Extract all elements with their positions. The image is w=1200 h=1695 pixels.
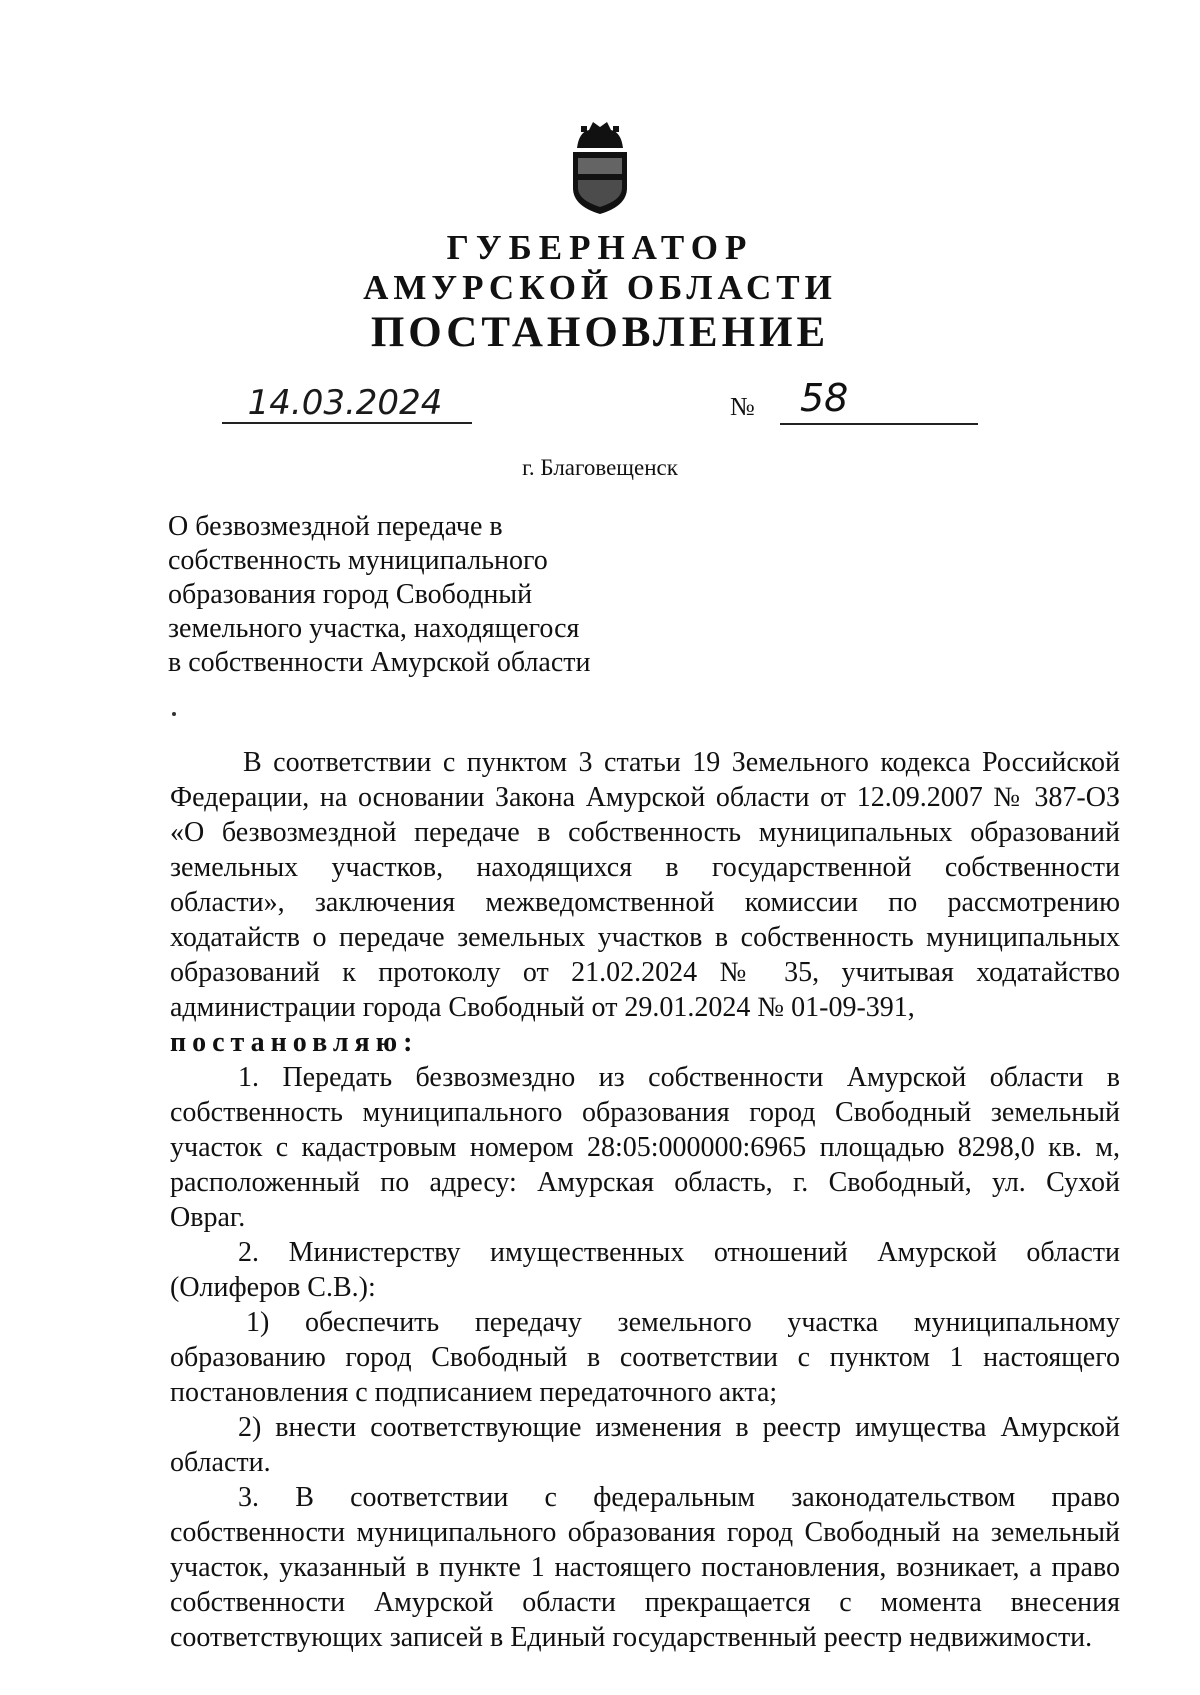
item3-line: собственности муниципального образования город Свободный на земельный	[170, 1517, 1120, 1548]
title-line: образования город Свободный	[168, 579, 533, 610]
title-line: собственность муниципального	[168, 545, 548, 576]
item3-line: соответствующих записей в Единый государственный реестр недвижимости.	[170, 1622, 1093, 1653]
coat-of-arms-icon	[567, 118, 633, 216]
item1-line: участок с кадастровым номером 28:05:000000:6965 площадью 8298,0 кв. м,	[170, 1132, 1120, 1163]
item2-1-line: образованию город Свободный в соответствии с пунктом 1 настоящего	[170, 1342, 1120, 1373]
authority-line-1: ГУБЕРНАТОР	[446, 228, 754, 267]
preamble-line: земельных участков, находящихся в государственной собственности	[170, 852, 1120, 883]
title-line: О безвозмездной передаче в	[168, 511, 503, 542]
date-underline	[222, 422, 472, 424]
item1-line: расположенный по адресу: Амурская область, г. Свободный, ул. Сухой	[170, 1167, 1120, 1198]
item3-line: участок, указанный в пункте 1 настоящего постановления, возникает, а право	[170, 1552, 1120, 1583]
number-underline	[780, 423, 978, 425]
resolve-word: постановляю:	[170, 1027, 419, 1058]
item2-1-line: постановления с подписанием передаточного акта;	[170, 1377, 778, 1408]
handwritten-date: 14.03.2024	[247, 383, 443, 423]
document-body	[170, 745, 1120, 1655]
preamble-line: образований к протоколу от 21.02.2024 № 35, учитывая ходатайство	[170, 957, 1120, 988]
item2-1-line: 1) обеспечить передачу земельного участка муниципальному	[246, 1307, 1120, 1338]
item1-line: собственность муниципального образования город Свободный земельный	[170, 1097, 1120, 1128]
item2-2-line: области.	[170, 1447, 271, 1478]
item2-2-line: 2) внести соответствующие изменения в реестр имущества Амурской	[238, 1412, 1120, 1443]
authority-line-2: АМУРСКОЙ ОБЛАСТИ	[363, 268, 837, 307]
item2-line: 2. Министерству имущественных отношений Амурской области	[238, 1237, 1120, 1268]
document-type-heading: ПОСТАНОВЛЕНИЕ	[370, 309, 830, 356]
document-title	[168, 510, 648, 680]
number-label: №	[730, 392, 755, 421]
preamble-line: Федерации, на основании Закона Амурской области от 12.09.2007 № 387-ОЗ	[170, 782, 1120, 813]
item1-line: Овраг.	[170, 1202, 246, 1233]
item1-line: 1. Передать безвозмездно из собственности Амурской области в	[238, 1062, 1120, 1093]
preamble-line: «О безвозмездной передаче в собственность муниципальных образований	[170, 817, 1120, 848]
handwritten-number: 58	[800, 376, 849, 420]
item2-line: (Олиферов С.В.):	[170, 1272, 376, 1303]
preamble-line: В соответствии с пунктом 3 статьи 19 Земельного кодекса Российской	[243, 747, 1120, 778]
preamble-line: области», заключения межведомственной комиссии по рассмотрению	[170, 887, 1120, 918]
city-line: г. Благовещенск	[522, 455, 678, 480]
preamble-line: ходатайств о передаче земельных участков в собственность муниципальных	[170, 922, 1120, 953]
title-line: земельного участка, находящегося	[168, 613, 580, 644]
item3-line: собственности Амурской области прекращается с момента внесения	[170, 1587, 1120, 1618]
item3-line: 3. В соответствии с федеральным законодательством право	[238, 1482, 1120, 1513]
scan-speck	[172, 712, 176, 716]
title-line: в собственности Амурской области	[168, 647, 591, 678]
preamble-line: администрации города Свободный от 29.01.2024 № 01-09-391,	[170, 992, 915, 1023]
